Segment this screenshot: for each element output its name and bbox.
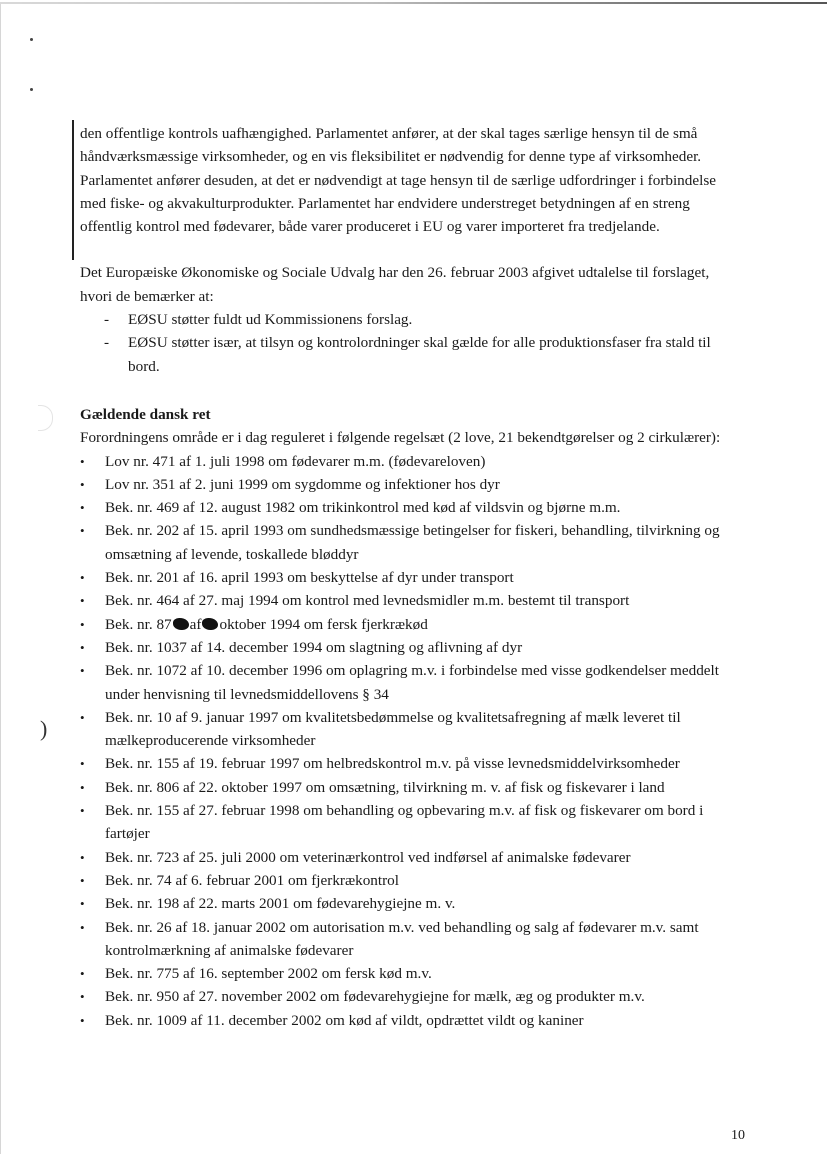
intro-paragraph: den offentlige kontrols uafhængighed. Parlamentet anfører, at der skal tages særlige hensyn til de små håndværksmæssige virksomheder, og en vis fleksibilitet er nødvendig for denne type af virksomheder. Parlamentet anfører desuden, at det er nødvendigt at tage hensyn til de særlige udfordringer i forbindelse med fiske- og akvakulturprodukter. Parlamentet har endvidere understreget betydningen af en streng offentlig kontrol med fødevarer, både varer produceret i EU og varer importeret fra tredjelande. [80,125,716,236]
bullet-marker: • [80,756,85,772]
page-number: 10 [731,1128,745,1143]
bullet-marker: • [80,803,85,819]
ink-smudge [173,618,189,630]
bullet-marker: • [80,453,85,469]
scan-artifact-dot [30,88,33,91]
change-bar [72,120,74,260]
top-rule [0,2,827,4]
section-intro: Forordningens område er i dag reguleret i følgende regelsæt (2 love, 21 bekendtgørelser og 2 cirkulærer): [80,429,721,447]
esc-points-list [80,308,742,378]
bullet-marker: • [80,593,85,609]
regulation-item: • Bek. nr. 202 af 15. april 1993 om sundhedsmæssige betingelser for fiskeri, behandling, tilvirkning og omsætning af levende, toskallede bløddyr [80,519,742,566]
section-heading: Gældende dansk ret [80,405,211,423]
esc-point: - EØSU støtter især, at tilsyn og kontrolordninger skal gælde for alle produktionsfaser fra stald til bord. [80,331,742,378]
regulation-item: • Bek. nr. 201 af 16. april 1993 om beskyttelse af dyr under transport [80,566,742,589]
bullet-marker: • [80,639,85,655]
dash-marker: - [104,334,110,352]
regulation-item: • Bek. nr. 198 af 22. marts 2001 om fødevarehygiejne m. v. [80,892,742,915]
bullet-marker: • [80,523,85,539]
bullet-marker: • [80,779,85,795]
bullet-marker: • [80,663,85,679]
bullet-marker: • [80,500,85,516]
ink-smudge [202,618,218,630]
bullet-marker: • [80,849,85,865]
regulation-item: • Bek. nr. 464 af 27. maj 1994 om kontrol med levnedsmidler m.m. bestemt til transport [80,589,742,612]
regulation-item: • Bek. nr. 1037 af 14. december 1994 om slagtning og aflivning af dyr [80,636,742,659]
regulation-item: • Bek. nr. 155 af 19. februar 1997 om helbredskontrol m.v. på visse levnedsmiddelvirksomheder [80,752,742,775]
esc-paragraph: Det Europæiske Økonomiske og Sociale Udvalg har den 26. februar 2003 afgivet udtalelse til forslaget, hvori de bemærker at: [80,264,710,305]
bullet-marker: • [80,709,85,725]
regulation-item: • Bek. nr. 1009 af 11. december 2002 om kød af vildt, opdrættet vildt og kaniner [80,1009,742,1032]
bullet-marker: • [80,989,85,1005]
regulation-item: • Bek. nr. 806 af 22. oktober 1997 om omsætning, tilvirkning m. v. af fisk og fiskevarer i land [80,776,742,799]
esc-point: - EØSU støtter fuldt ud Kommissionens forslag. [80,308,742,331]
page-edge [0,4,1,1154]
bullet-marker: • [80,476,85,492]
bullet-marker: • [80,896,85,912]
bullet-marker: • [80,1012,85,1028]
regulation-item: • Bek. nr. 950 af 27. november 2002 om fødevarehygiejne for mælk, æg og produkter m.v. [80,985,742,1008]
dash-marker: - [104,311,110,329]
regulations-list [80,450,742,1032]
regulation-item: • Bek. nr. 775 af 16. september 2002 om fersk kød m.v. [80,962,742,985]
scan-artifact-punch-hole [38,405,53,431]
bullet-marker: • [80,872,85,888]
regulation-item: • Lov nr. 351 af 2. juni 1999 om sygdomme og infektioner hos dyr [80,473,742,496]
regulation-item: • Bek. nr. 1072 af 10. december 1996 om oplagring m.v. i forbindelse med visse godkendelser meddelt under henvisning til levnedsmiddellovens § 34 [80,659,742,706]
bullet-marker: • [80,919,85,935]
bullet-marker: • [80,570,85,586]
regulation-item: • Bek. nr. 26 af 18. januar 2002 om autorisation m.v. ved behandling og salg af fødevarer m.v. samt kontrolmærkning af animalske fødevarer [80,916,742,963]
scan-artifact-dot [30,38,33,41]
bullet-marker: • [80,616,85,632]
bullet-marker: • [80,966,85,982]
regulation-item-obscured: • Bek. nr. 87 af oktober 1994 om fersk fjerkrækød [80,613,742,636]
scan-artifact-paren: ) [40,716,48,741]
document-body [80,122,742,1032]
regulation-item: • Bek. nr. 10 af 9. januar 1997 om kvalitetsbedømmelse og kvalitetsafregning af mælk leveret til mælkeproducerende virksomheder [80,706,742,753]
regulation-item: • Bek. nr. 723 af 25. juli 2000 om veterinærkontrol ved indførsel af animalske fødevarer [80,846,742,869]
regulation-item: • Bek. nr. 469 af 12. august 1982 om trikinkontrol med kød af vildsvin og bjørne m.m. [80,496,742,519]
regulation-item: • Bek. nr. 155 af 27. februar 1998 om behandling og opbevaring m.v. af fisk og fiskevarer om bord i fartøjer [80,799,742,846]
regulation-item: • Bek. nr. 74 af 6. februar 2001 om fjerkrækontrol [80,869,742,892]
regulation-item: • Lov nr. 471 af 1. juli 1998 om fødevarer m.m. (fødevareloven) [80,450,742,473]
